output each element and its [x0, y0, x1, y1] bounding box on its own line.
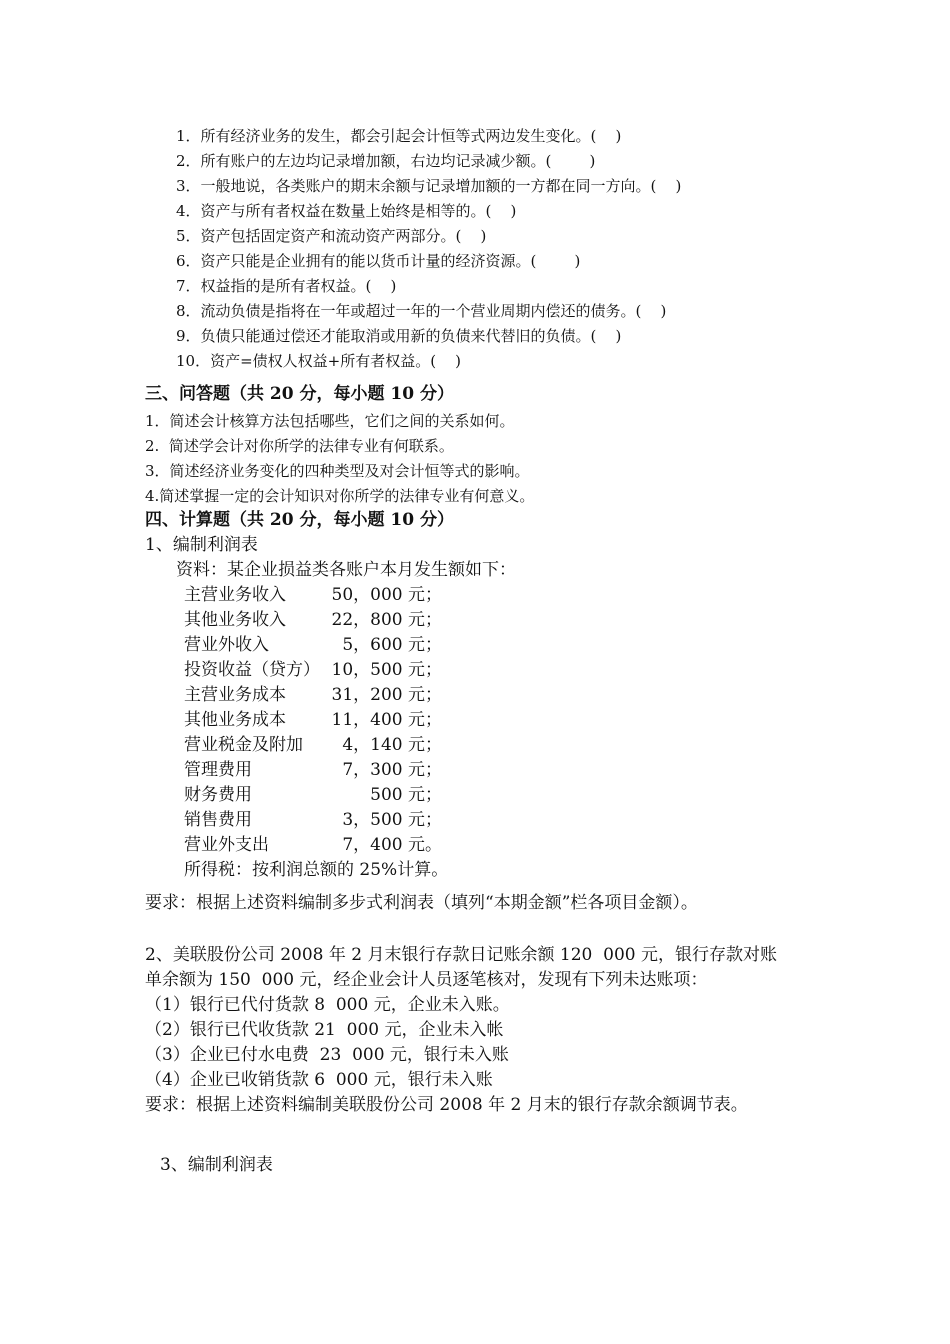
q3-title: 3、编制利润表 — [160, 1155, 273, 1175]
q2-item-3: （3）企业已付水电费 23 000 元，银行未入账 — [145, 1045, 509, 1065]
qa-item-1: 1．简述会计核算方法包括哪些，它们之间的关系如何。 — [145, 412, 515, 430]
q2-item-2: （2）银行已代收货款 21 000 元，企业未入帐 — [145, 1020, 504, 1040]
account-amount: 5，600 元； — [342, 635, 442, 655]
q2-item-1: （1）银行已代付货款 8 000 元，企业未入账。 — [145, 995, 510, 1015]
q1-title: 1、编制利润表 — [145, 535, 258, 555]
account-amount: 7，400 元。 — [342, 835, 442, 855]
account-amount: 50，000 元； — [331, 585, 442, 605]
qa-item-2: 2. 简述学会计对你所学的法律专业有何联系。 — [145, 437, 454, 455]
q2-item-4: （4）企业已收销货款 6 000 元，银行未入账 — [145, 1070, 493, 1090]
account-amount: 3，500 元； — [342, 810, 442, 830]
account-name: 财务费用 — [184, 785, 252, 805]
account-amount: 31，200 元； — [331, 685, 442, 705]
judgment-item-3: 3．一般地说，各类账户的期末余额与记录增加额的一方都在同一方向。( ) — [176, 177, 682, 195]
section3-heading: 三、问答题（共 20 分，每小题 10 分） — [145, 384, 454, 404]
judgment-item-1: 1．所有经济业务的发生，都会引起会计恒等式两边发生变化。( ) — [176, 127, 622, 145]
account-name: 主营业务成本 — [184, 685, 286, 705]
account-amount: 10，500 元； — [331, 660, 442, 680]
account-amount: 4，140 元； — [342, 735, 442, 755]
account-name: 主营业务收入 — [184, 585, 286, 605]
account-amount: 11，400 元； — [331, 710, 442, 730]
account-name: 营业外支出 — [184, 835, 269, 855]
qa-item-4: 4.简述掌握一定的会计知识对你所学的法律专业有何意义。 — [145, 487, 535, 505]
qa-item-3: 3．简述经济业务变化的四种类型及对会计恒等式的影响。 — [145, 462, 530, 480]
judgment-item-5: 5．资产包括固定资产和流动资产两部分。( ) — [176, 227, 487, 245]
section4-heading: 四、计算题（共 20 分，每小题 10 分） — [145, 510, 454, 530]
account-name: 销售费用 — [184, 810, 252, 830]
q2-line1: 2、美联股份公司 2008 年 2 月末银行存款日记账余额 120 000 元，银行存款对账 — [145, 945, 778, 965]
account-amount: 7，300 元； — [342, 760, 442, 780]
tax-note: 所得税：按利润总额的 25%计算。 — [184, 860, 449, 880]
judgment-item-9: 9．负债只能通过偿还才能取消或用新的负债来代替旧的负债。( ) — [176, 327, 622, 345]
account-name: 营业税金及附加 — [184, 735, 303, 755]
account-amount: 500 元； — [370, 785, 442, 805]
account-name: 管理费用 — [184, 760, 252, 780]
judgment-item-4: 4．资产与所有者权益在数量上始终是相等的。( ) — [176, 202, 517, 220]
judgment-item-7: 7．权益指的是所有者权益。( ) — [176, 277, 397, 295]
account-name: 营业外收入 — [184, 635, 269, 655]
account-name: 其他业务成本 — [184, 710, 286, 730]
q1-intro: 资料：某企业损益类各账户本月发生额如下： — [176, 560, 516, 580]
q1-requirement: 要求：根据上述资料编制多步式利润表（填列“本期金额”栏各项目金额）。 — [145, 893, 698, 913]
account-name: 其他业务收入 — [184, 610, 286, 630]
judgment-item-8: 8．流动负债是指将在一年或超过一年的一个营业周期内偿还的债务。( ) — [176, 302, 667, 320]
q2-requirement: 要求：根据上述资料编制美联股份公司 2008 年 2 月末的银行存款余额调节表。 — [145, 1095, 748, 1115]
judgment-item-10: 10．资产=债权人权益+所有者权益。( ) — [176, 352, 462, 370]
q2-line2: 单余额为 150 000 元，经企业会计人员逐笔核对，发现有下列未达账项： — [145, 970, 708, 990]
judgment-item-2: 2．所有账户的左边均记录增加额，右边均记录减少额。( ) — [176, 152, 596, 170]
account-amount: 22，800 元； — [331, 610, 442, 630]
account-name: 投资收益（贷方） — [184, 660, 320, 680]
judgment-item-6: 6．资产只能是企业拥有的能以货币计量的经济资源。( ) — [176, 252, 581, 270]
